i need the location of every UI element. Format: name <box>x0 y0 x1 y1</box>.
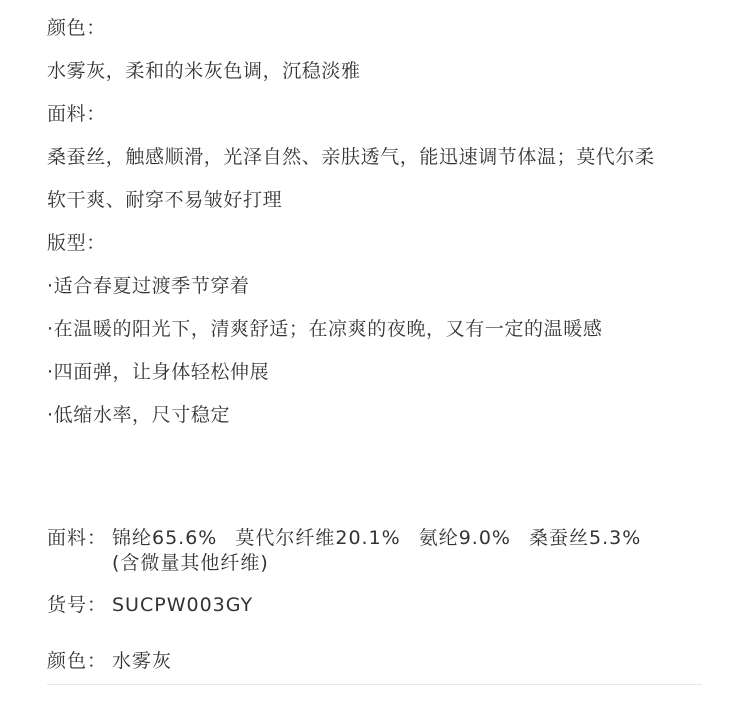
spec-sku-value: SUCPW003GY <box>112 594 254 616</box>
fabric-item-modal: 莫代尔纤维20.1% <box>235 527 401 549</box>
fit-bullet-comfort: ·在温暖的阳光下，清爽舒适；在凉爽的夜晚，又有一定的温暖感 <box>47 318 603 340</box>
fit-bullet-season: ·适合春夏过渡季节穿着 <box>47 275 250 297</box>
product-description <box>47 14 707 444</box>
fabric-heading: 面料： <box>47 103 106 125</box>
fit-heading: 版型： <box>47 232 106 254</box>
fabric-item-silk: 桑蚕丝5.3% <box>529 527 642 549</box>
spec-fabric-note: (含微量其他纤维) <box>112 552 269 574</box>
color-description: 水雾灰，柔和的米灰色调，沉稳淡雅 <box>47 60 361 82</box>
spec-color-value: 水雾灰 <box>112 650 173 672</box>
color-heading: 颜色： <box>47 17 106 39</box>
fit-bullet-stretch: ·四面弹，让身体轻松伸展 <box>47 361 270 383</box>
fabric-item-nylon: 锦纶65.6% <box>112 527 218 549</box>
bottom-divider <box>47 684 702 685</box>
fabric-description-line-1: 桑蚕丝，触感顺滑，光泽自然、亲肤透气，能迅速调节体温；莫代尔柔 <box>47 146 655 168</box>
fabric-item-spandex: 氨纶9.0% <box>418 527 511 549</box>
fabric-description-line-2: 软干爽、耐穿不易皱好打理 <box>47 189 283 211</box>
spec-color-label: 颜色： <box>47 650 108 672</box>
fit-bullet-shrinkage: ·低缩水率，尺寸稳定 <box>47 404 231 426</box>
spec-fabric-label: 面料： <box>47 527 108 549</box>
spec-sku-label: 货号： <box>47 594 108 616</box>
spec-fabric-composition <box>112 525 659 551</box>
